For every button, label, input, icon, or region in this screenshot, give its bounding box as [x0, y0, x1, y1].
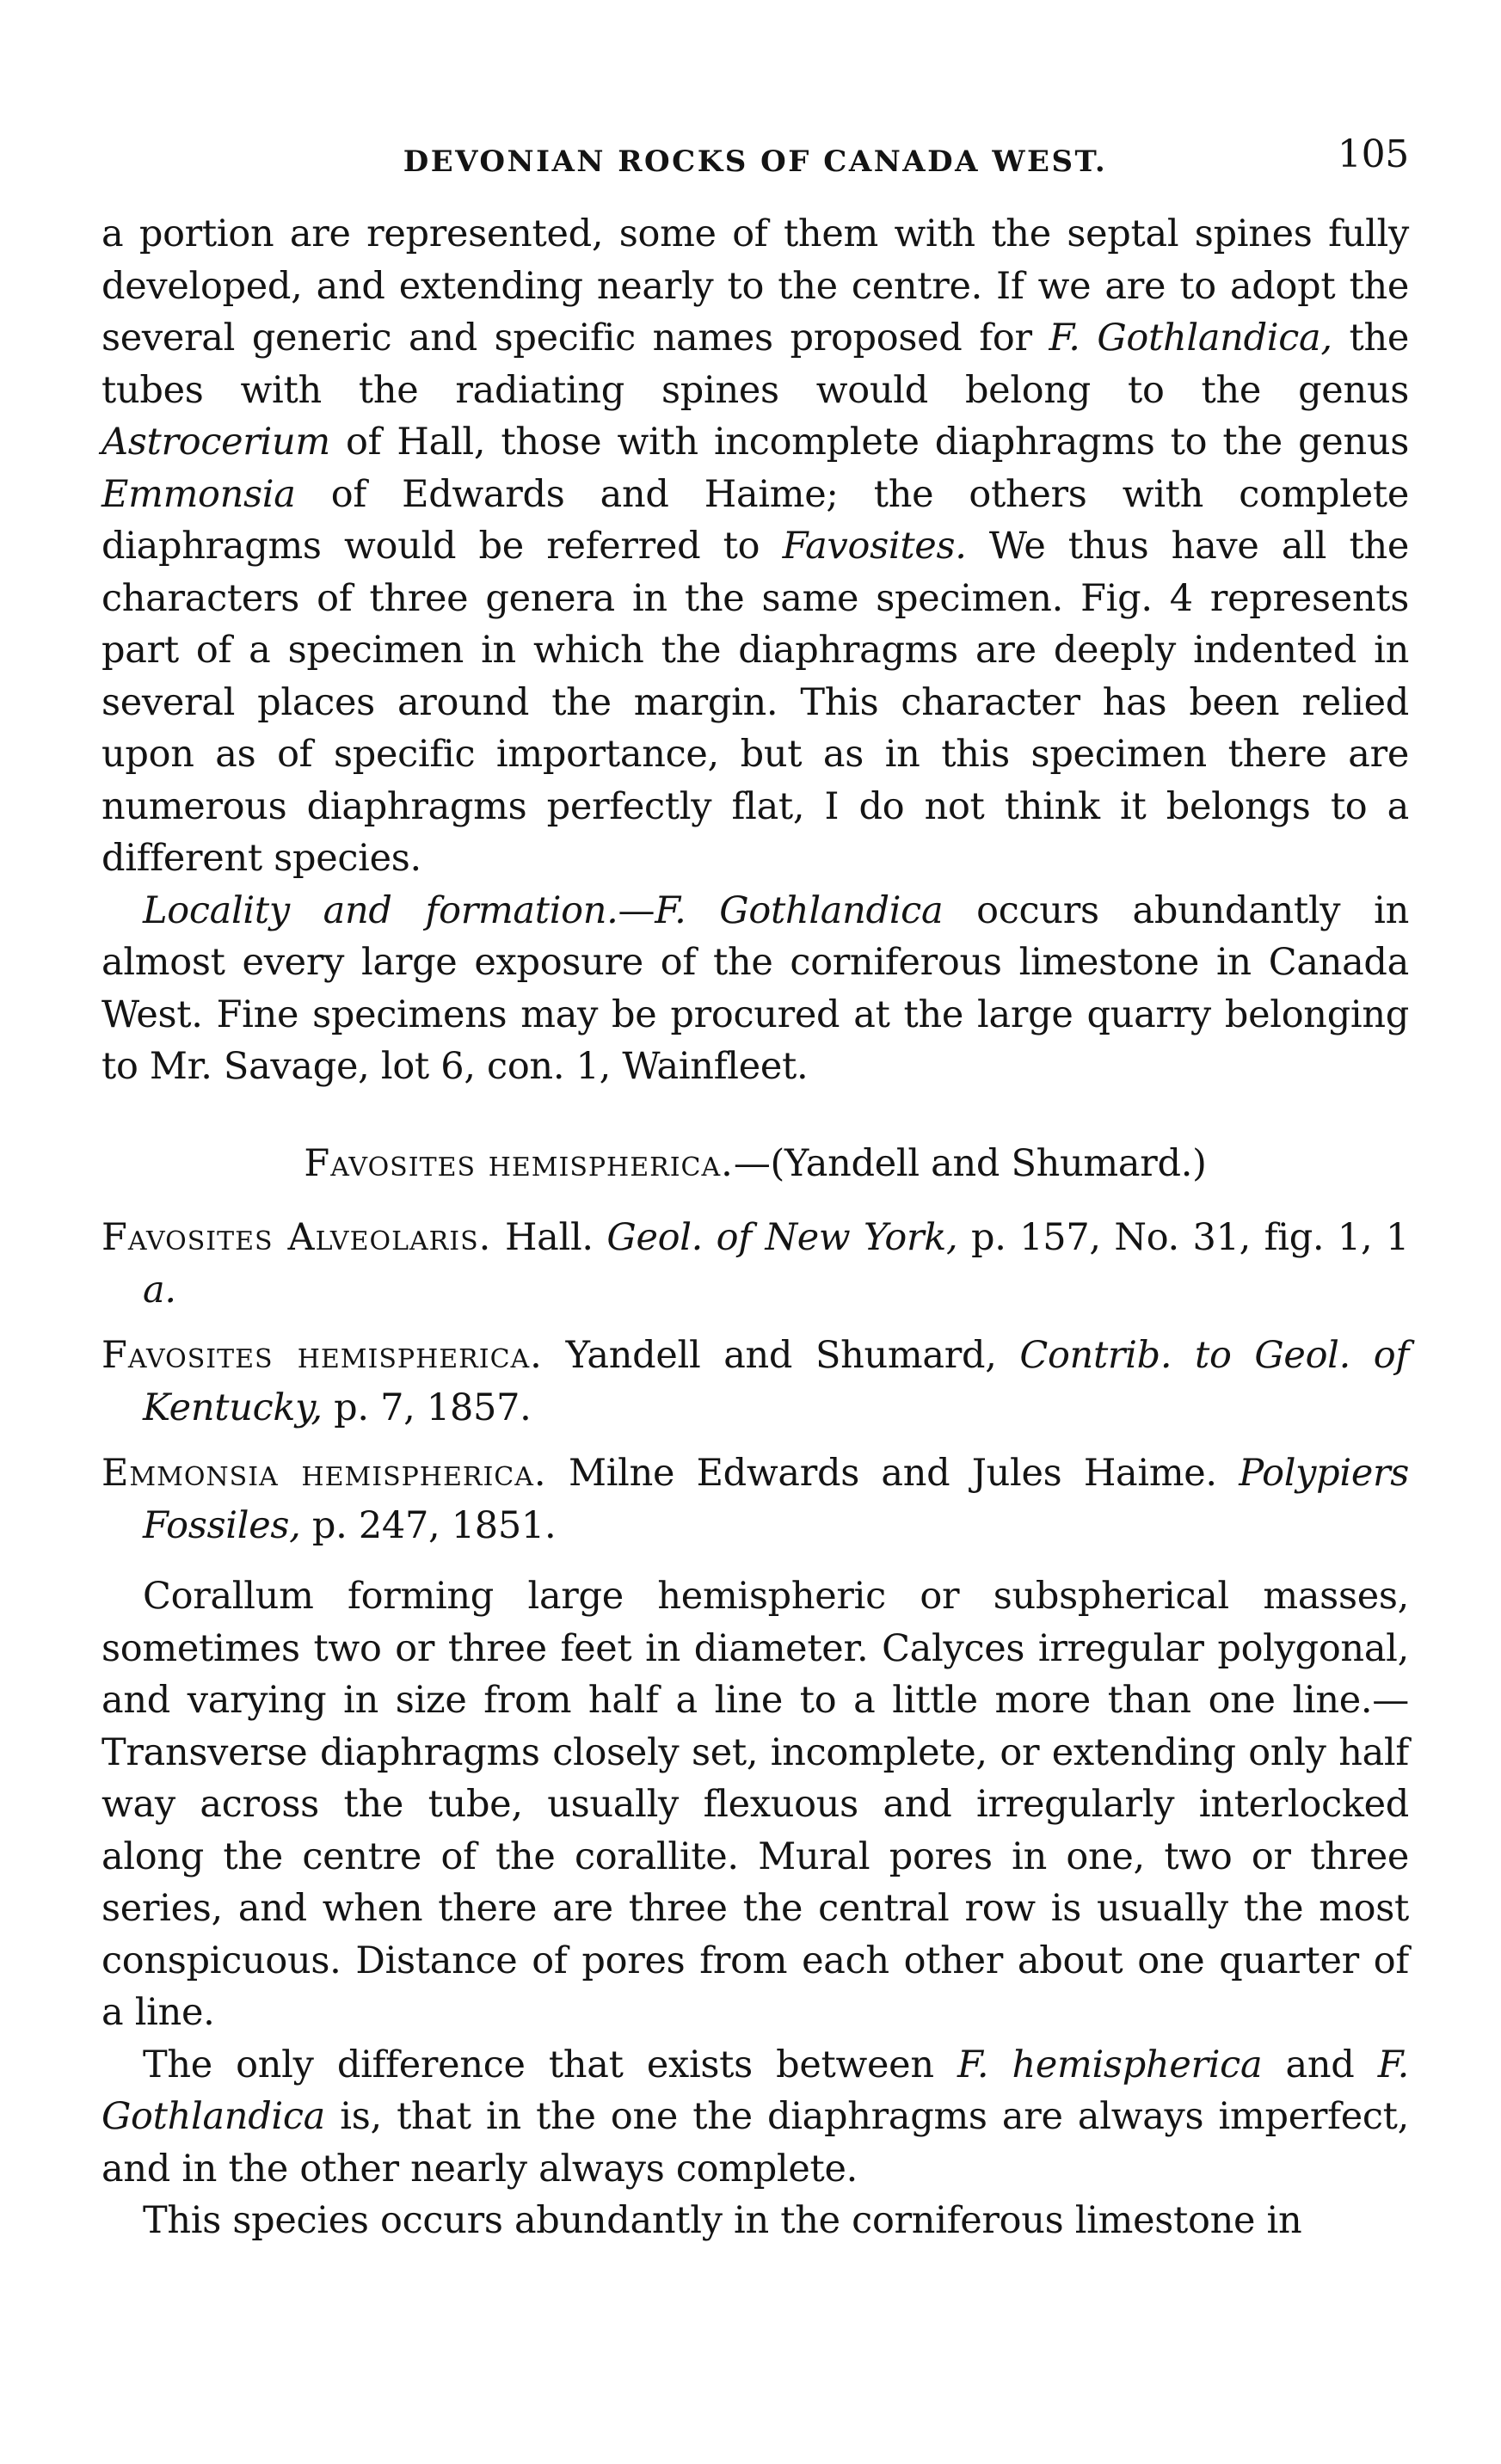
- paragraph-occurrence: This species occurs abundantly in the corniferous limestone in: [143, 2199, 1302, 2242]
- species-heading: [102, 1138, 1409, 1190]
- taxon-name: F. hemispherica: [957, 2043, 1263, 2086]
- synonym-entry: Emmonsia hemispherica. Milne Edwards and Jules Haime. Polypiers Fossiles, p. 247, 1851.: [102, 1452, 1409, 1547]
- paragraph-description: Corallum forming large hemispheric or subspherical masses, sometimes two or three feet in diameter. Calyces irregular polygonal, and varying in size from half a line to a little more than one line.—Transverse diaphragms closely set, incomplete, or extending only half way across the tube, usually flexuous and irregularly interlocked along the centre of the corallite. Mural pores in one, two or three series, and when there are three the central row is usually the most conspicuous. Distance of pores from each other about one quarter of a line.: [102, 1575, 1409, 2034]
- taxon-name: Emmonsia: [102, 472, 296, 516]
- synonym-name: Emmonsia hemispherica.: [102, 1452, 547, 1495]
- paragraph-locality: Locality and formation.—F. Gothlandica occurs abundantly in almost every large exposure of the corniferous limestone in Canada West. Fine specimens may be procured at the large quarry belonging to Mr. Savage, lot 6, con. 1, Wainfleet.: [102, 888, 1409, 1088]
- taxon-name: Favosites.: [782, 525, 967, 568]
- page-number: 105: [1337, 132, 1409, 176]
- synonym-name: Favosites hemispherica.: [102, 1334, 543, 1377]
- taxon-name: Astrocerium: [102, 421, 330, 464]
- paragraph-gothlandica-genera: a portion are represented, some of them with the septal spines fully developed, and extending nearly to the centre. If we are to adopt the several generic and specific names proposed for F. Gothlandica, the tubes with the radiating spines would belong to the genus Astrocerium of Hall, those with incomplete diaphragms to the genus Emmonsia of Edwards and Haime; the others with complete diaphragms would be referred to Favosites. We thus have all the characters of three genera in the same specimen. Fig. 4 represents part of a specimen in which the diaphragms are deeply indented in several places around the margin. This character has been relied upon as of specific importance, but as in this specimen there are numerous diaphragms perfectly flat, I do not think it belongs to a different species.: [102, 212, 1410, 880]
- running-head: [102, 129, 1409, 186]
- taxon-name: F. Gothlandica: [102, 2043, 1409, 2138]
- paragraph-comparison: The only difference that exists between F. hemispherica and F. Gothlandica is, that in the one the diaphragms are always imperfect, and in the other nearly always complete.: [102, 2043, 1409, 2191]
- book-page: [102, 129, 1409, 2247]
- locality-label: Locality and formation.: [143, 888, 618, 932]
- species-authors: —(Yandell and Shumard.): [733, 1141, 1207, 1185]
- running-title: DEVONIAN ROCKS OF CANADA WEST.: [403, 144, 1108, 179]
- taxon-name: F. Gothlandica,: [1049, 316, 1332, 359]
- synonym-name: Favosites Alveolaris.: [102, 1216, 492, 1259]
- synonym-entry: Favosites hemispherica. Yandell and Shumard, Contrib. to Geol. of Kentucky, p. 7, 1857.: [102, 1334, 1409, 1429]
- species-name: Favosites hemispherica.: [304, 1141, 734, 1185]
- taxon-name: F. Gothlandica: [655, 888, 944, 932]
- synonym-entry: Favosites Alveolaris. Hall. Geol. of New York, p. 157, No. 31, fig. 1, 1 a.: [102, 1216, 1410, 1312]
